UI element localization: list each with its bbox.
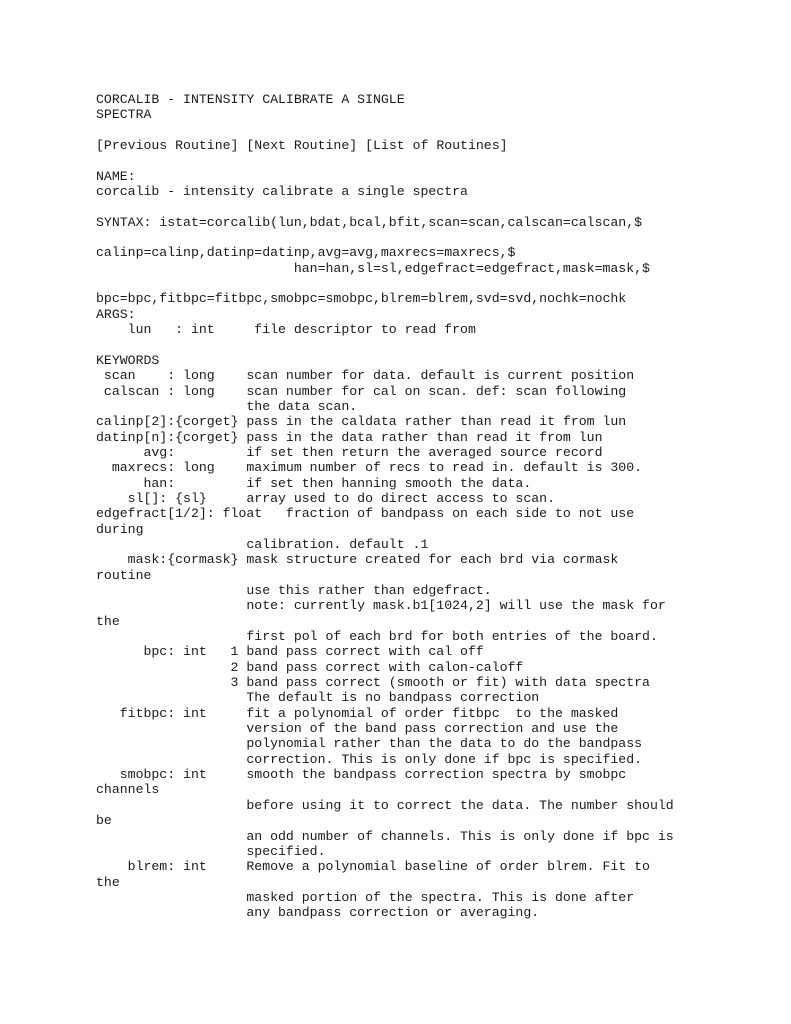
keywords-line: first pol of each brd for both entries of the board. — [96, 629, 658, 645]
keywords-line: version of the band pass correction and use the — [96, 721, 619, 737]
spacer — [96, 199, 696, 214]
keywords-line: channels — [96, 782, 160, 798]
keywords-line: KEYWORDS — [96, 352, 160, 368]
syntax-line: bpc=bpc,fitbpc=fitbpc,smobpc=smobpc,blrem=blrem,svd=svd,nochk=nochk — [96, 291, 627, 307]
keywords-line: masked portion of the spectra. This is done after — [96, 889, 635, 905]
keywords-line: during — [96, 521, 144, 537]
keywords-line: the data scan. — [96, 398, 358, 414]
keywords-line: fitbpc: int fit a polynomial of order fitbpc to the masked — [96, 705, 619, 721]
syntax-line: calinp=calinp,datinp=datinp,avg=avg,maxrecs=maxrecs,$ — [96, 245, 516, 261]
keywords-line: calinp[2]:{corget} pass in the caldata rather than read it from lun — [96, 414, 627, 430]
spacer — [96, 123, 696, 138]
syntax-section — [96, 215, 696, 307]
page-title-line-2: SPECTRA — [96, 107, 152, 123]
keywords-line: use this rather than edgefract. — [96, 583, 492, 598]
keywords-line: calibration. default .1 — [96, 536, 429, 552]
page-title-line-1: CORCALIB - INTENSITY CALIBRATE A SINGLE — [96, 92, 405, 107]
keywords-line: polynomial rather than the data to do the bandpass — [96, 736, 643, 752]
routine-nav — [96, 138, 696, 153]
args-line: ARGS: — [96, 306, 136, 322]
syntax-line: han=han,sl=sl,edgefract=edgefract,mask=mask,$ — [96, 260, 650, 276]
keywords-line: any bandpass correction or averaging. — [96, 905, 540, 921]
keywords-line: smobpc: int smooth the bandpass correction spectra by smobpc — [96, 767, 627, 783]
keywords-line: bpc: int 1 band pass correct with cal off — [96, 644, 484, 660]
keywords-line: scan : long scan number for data. default is current position — [96, 368, 635, 384]
next-routine-link[interactable]: [Next Routine] — [246, 138, 358, 154]
name-header: NAME: — [96, 168, 136, 184]
keywords-line: the — [96, 874, 120, 890]
keywords-line: calscan : long scan number for cal on scan. def: scan following — [96, 383, 627, 399]
keywords-line: avg: if set then return the averaged source record — [96, 444, 603, 460]
spacer — [96, 153, 696, 168]
keywords-line: specified. — [96, 843, 326, 859]
args-section — [96, 307, 696, 353]
args-line — [96, 338, 696, 353]
keywords-line: an odd number of channels. This is only done if bpc is — [96, 828, 674, 844]
list-of-routines-link[interactable]: [List of Routines] — [365, 138, 508, 154]
previous-routine-link[interactable]: [Previous Routine] — [96, 138, 239, 154]
keywords-line: be — [96, 813, 112, 829]
keywords-section — [96, 353, 696, 921]
keywords-line: correction. This is only done if bpc is specified. — [96, 751, 643, 767]
syntax-line: SYNTAX: istat=corcalib(lun,bdat,bcal,bfit,scan=scan,calscan=calscan,$ — [96, 214, 643, 230]
keywords-line: sl[]: {sl} array used to do direct access to scan. — [96, 490, 555, 506]
keywords-line: 2 band pass correct with calon-caloff — [96, 659, 524, 675]
keywords-line: datinp[n]:{corget} pass in the data rather than read it from lun — [96, 429, 603, 445]
keywords-line: han: if set then hanning smooth the data. — [96, 475, 532, 491]
keywords-line: mask:{cormask} mask structure created for each brd via cormask — [96, 552, 619, 568]
name-description: corcalib - intensity calibrate a single spectra — [96, 184, 468, 200]
keywords-line: before using it to correct the data. The number should — [96, 797, 674, 813]
args-line: lun : int file descriptor to read from — [96, 322, 476, 338]
syntax-line — [96, 230, 696, 245]
keywords-line: blrem: int Remove a polynomial baseline of order blrem. Fit to — [96, 859, 650, 875]
keywords-line: note: currently mask.b1[1024,2] will use the mask for — [96, 598, 666, 614]
keywords-line: routine — [96, 567, 152, 583]
keywords-line: maxrecs: long maximum number of recs to read in. default is 300. — [96, 460, 643, 476]
keywords-line: the — [96, 613, 120, 629]
keywords-line: 3 band pass correct (smooth or fit) with data spectra — [96, 675, 650, 691]
document-page — [96, 92, 696, 921]
keywords-line: The default is no bandpass correction — [96, 690, 540, 706]
keywords-line: edgefract[1/2]: float fraction of bandpass on each side to not use — [96, 506, 635, 522]
syntax-line — [96, 276, 696, 291]
